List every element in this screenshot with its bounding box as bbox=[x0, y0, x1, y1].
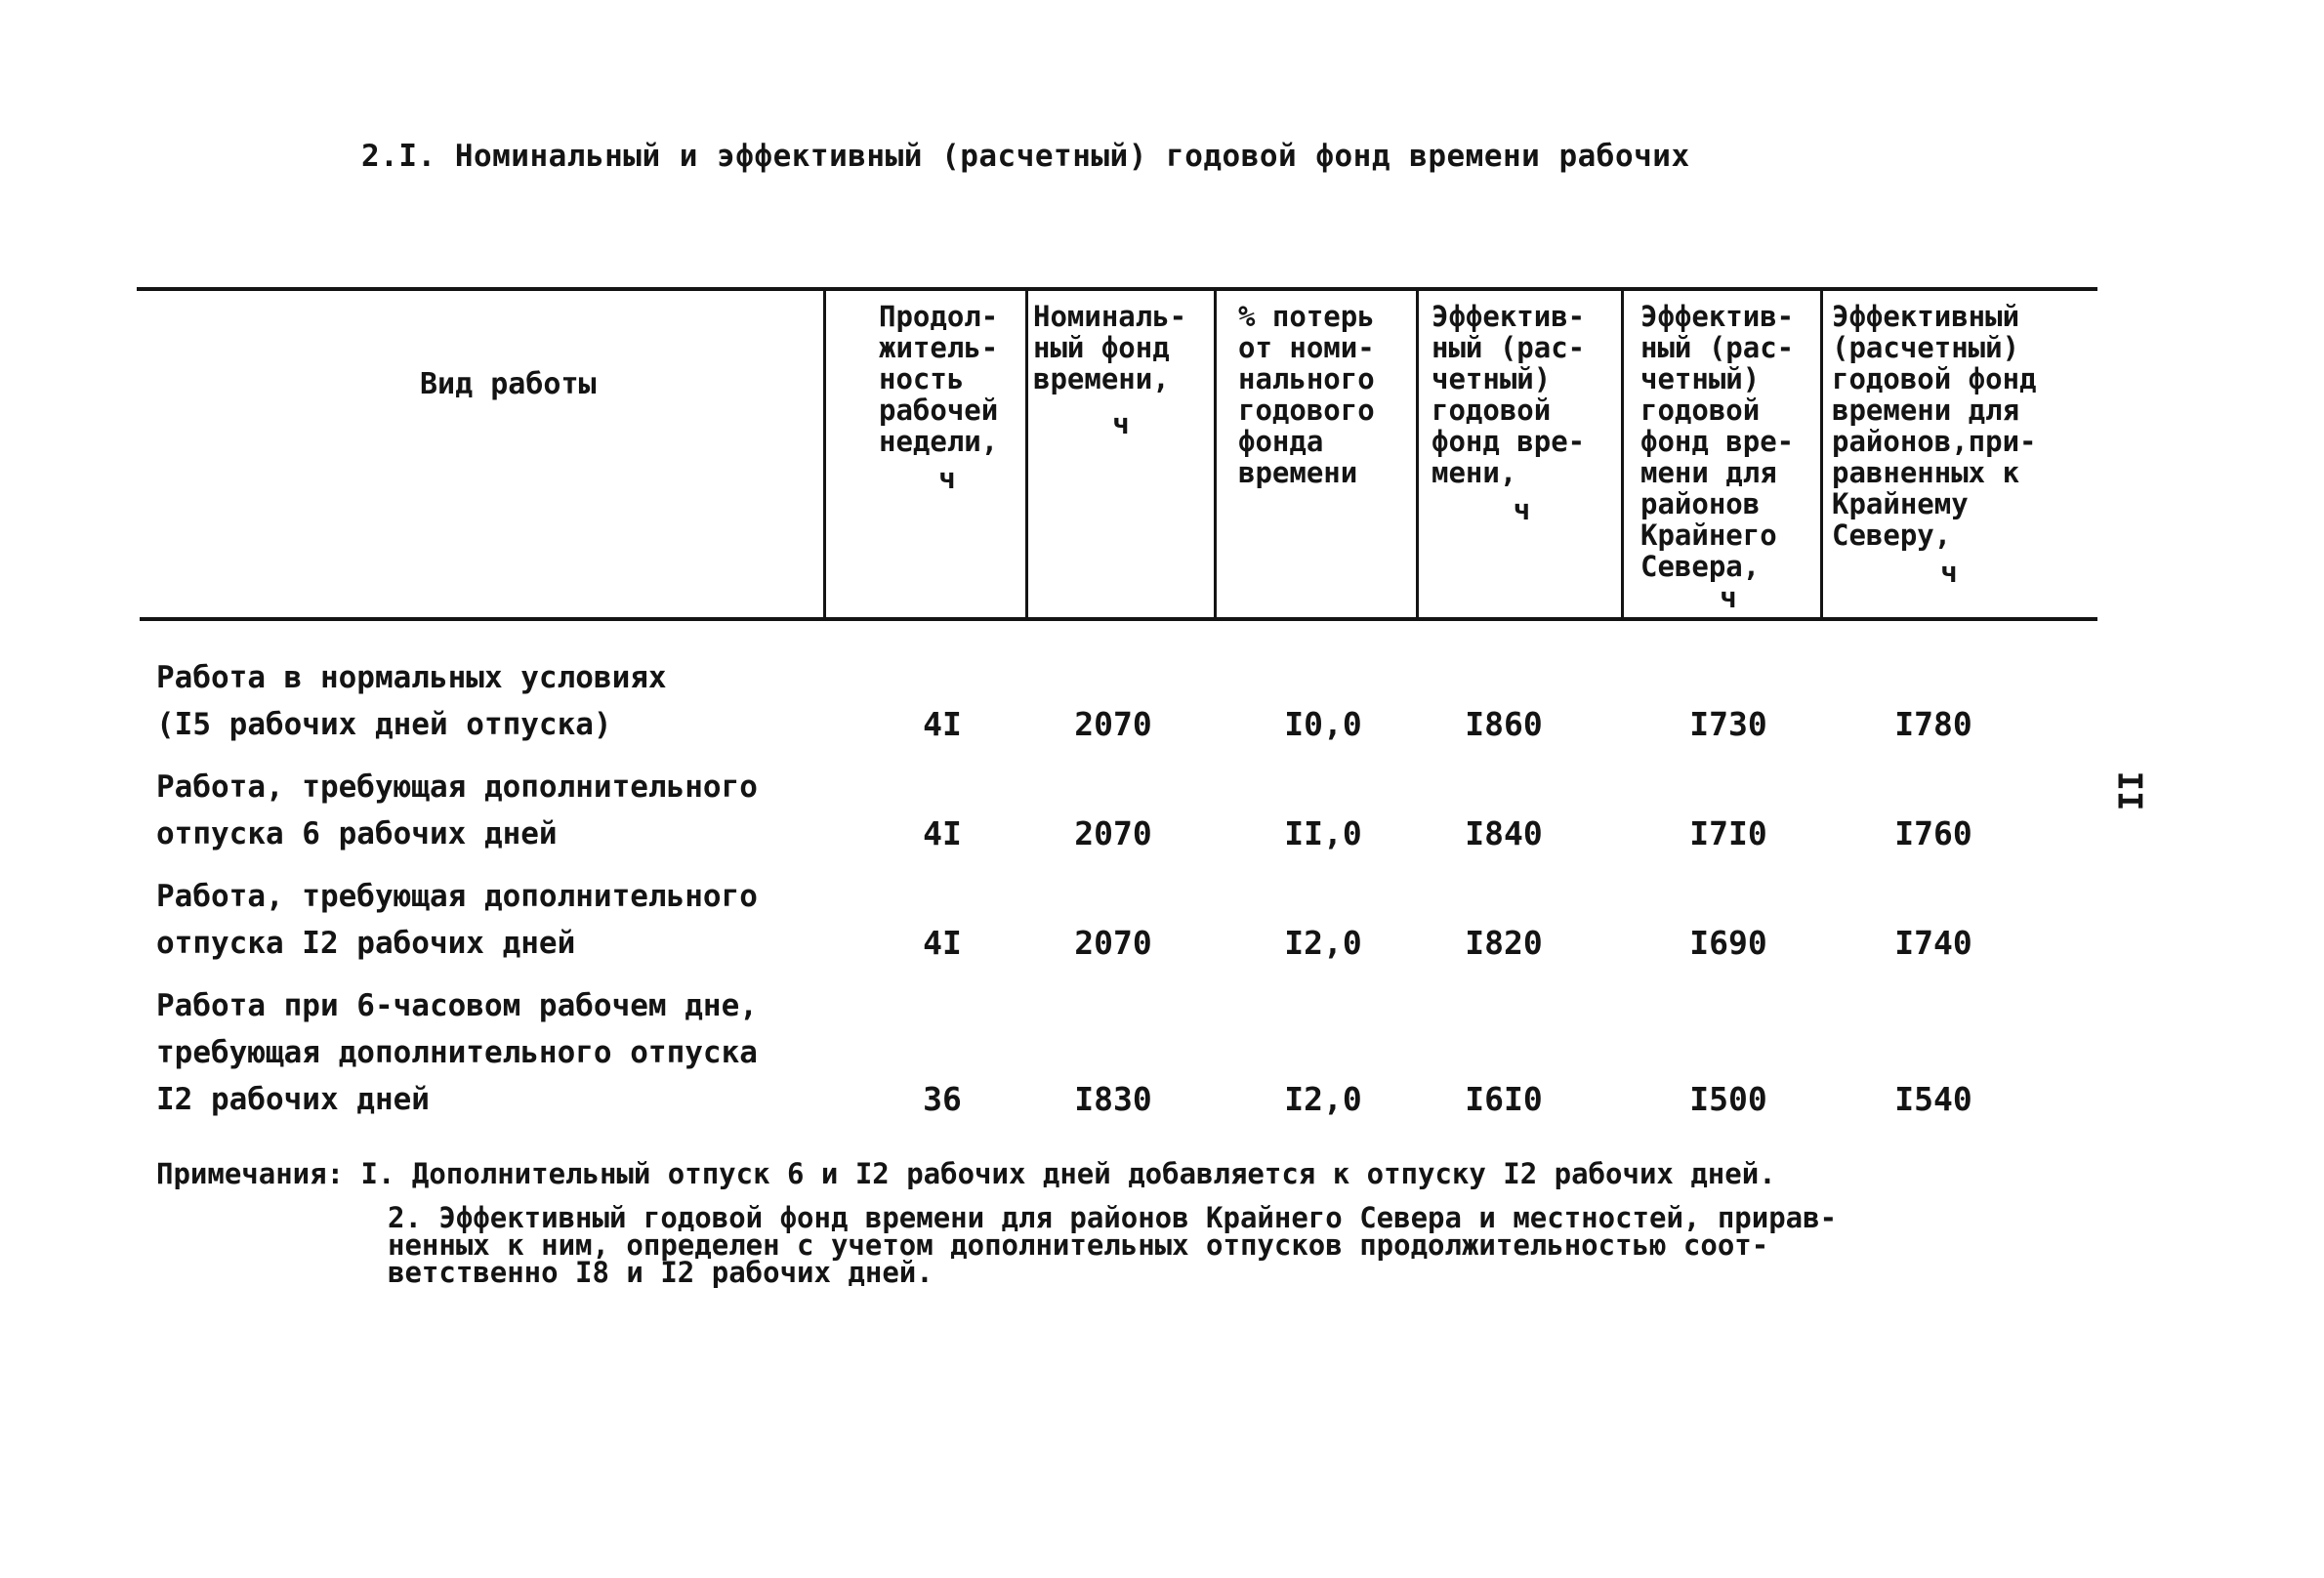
header-unit: ч bbox=[1940, 556, 1958, 589]
cell-equal-north: I540 bbox=[1894, 1080, 1972, 1118]
cell-week: 4I bbox=[923, 924, 962, 962]
cell-week: 4I bbox=[923, 814, 962, 852]
header-effective-north bbox=[1640, 301, 1816, 613]
cell-effective: I820 bbox=[1465, 924, 1543, 962]
header-bottom-rule bbox=[140, 617, 2097, 621]
table-title: 2.I. Номинальный и эффективный (расчетный) годовой фонд времени рабочих bbox=[361, 139, 1690, 174]
cell-effective: I6I0 bbox=[1465, 1080, 1543, 1118]
row-label: Работа, требующая дополнительного отпуска I2 рабочих дней bbox=[156, 879, 758, 961]
note-2: 2. Эффективный годовой фонд времени для районов Крайнего Севера и местностей, прирав- ненных к ним, определен с учетом дополнительных отпусков продолжительностью соот- ветственно I8 и I2 рабочих дней. bbox=[388, 1201, 1838, 1289]
cell-loss: I2,0 bbox=[1284, 1080, 1362, 1118]
header-text: Номиналь- ный фонд времени, bbox=[1033, 300, 1187, 395]
cell-week: 36 bbox=[923, 1080, 962, 1118]
header-text: Продол- житель- ность рабочей недели, bbox=[879, 300, 999, 458]
cell-nominal: 2070 bbox=[1074, 814, 1152, 852]
header-unit: ч bbox=[1720, 581, 1737, 614]
row-label: Работа в нормальных условиях (I5 рабочих дней отпуска) bbox=[156, 660, 667, 742]
header-text: Эффектив- ный (рас- четный) годовой фонд вре- мени для районов Крайнего Севера, bbox=[1640, 300, 1795, 583]
cell-nominal: 2070 bbox=[1074, 705, 1152, 743]
cell-loss: I2,0 bbox=[1284, 924, 1362, 962]
header-unit: ч bbox=[1513, 493, 1531, 526]
header-unit: ч bbox=[1112, 407, 1130, 440]
cell-north: I7I0 bbox=[1689, 814, 1767, 852]
cell-equal-north: I780 bbox=[1894, 705, 1972, 743]
cell-loss: I0,0 bbox=[1284, 705, 1362, 743]
row-label: Работа при 6-часовом рабочем дне, требующая дополнительного отпуска I2 рабочих дней bbox=[156, 988, 758, 1117]
header-text: % потерь от номи- нального годового фонда времени bbox=[1238, 300, 1375, 489]
header-unit: ч bbox=[938, 462, 956, 495]
header-text: Эффектив- ный (рас- четный) годовой фонд вре- мени, bbox=[1432, 300, 1586, 489]
cell-loss: II,0 bbox=[1284, 814, 1362, 852]
cell-north: I690 bbox=[1689, 924, 1767, 962]
cell-equal-north: I740 bbox=[1894, 924, 1972, 962]
column-divider bbox=[1025, 289, 1028, 621]
table-top-rule bbox=[137, 287, 2097, 291]
column-divider bbox=[823, 289, 826, 621]
cell-nominal: 2070 bbox=[1074, 924, 1152, 962]
header-loss-percent bbox=[1238, 301, 1404, 488]
column-divider bbox=[1416, 289, 1419, 621]
column-divider bbox=[1820, 289, 1823, 621]
header-text: Эффективный (расчетный) годовой фонд времени для районов,при- равненных к Крайнему Северу, bbox=[1832, 300, 2037, 552]
page-number: II bbox=[2109, 770, 2149, 811]
cell-equal-north: I760 bbox=[1894, 814, 1972, 852]
cell-north: I730 bbox=[1689, 705, 1767, 743]
column-divider bbox=[1214, 289, 1217, 621]
header-work-type: Вид работы bbox=[420, 367, 597, 401]
cell-effective: I860 bbox=[1465, 705, 1543, 743]
column-divider bbox=[1621, 289, 1624, 621]
row-label: Работа, требующая дополнительного отпуска 6 рабочих дней bbox=[156, 769, 758, 851]
header-effective-fund bbox=[1432, 301, 1612, 525]
header-week-duration bbox=[879, 301, 1016, 494]
cell-nominal: I830 bbox=[1074, 1080, 1152, 1118]
header-effective-equal-north bbox=[1832, 301, 2066, 588]
header-nominal-fund bbox=[1033, 301, 1209, 439]
note-1: Примечания: I. Дополнительный отпуск 6 и I2 рабочих дней добавляется к отпуску I2 рабочих дней. bbox=[156, 1157, 1776, 1190]
cell-week: 4I bbox=[923, 705, 962, 743]
cell-north: I500 bbox=[1689, 1080, 1767, 1118]
cell-effective: I840 bbox=[1465, 814, 1543, 852]
